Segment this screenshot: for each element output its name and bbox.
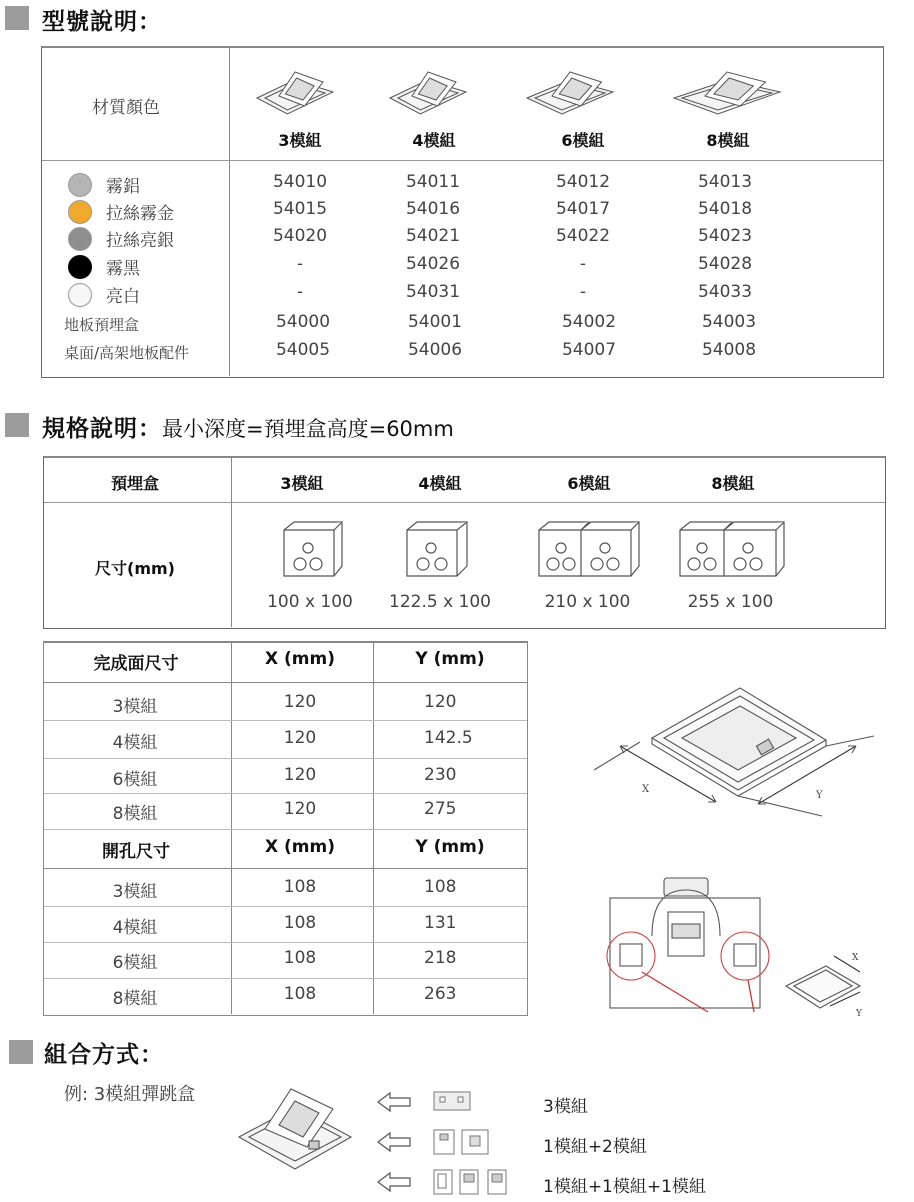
dim-y-value: 120 [424,692,457,712]
spec-section-title [42,410,454,443]
model-code: 54017 [555,199,611,219]
model-code: 54021 [405,226,461,246]
dim-col-divider-1 [231,642,232,1014]
dim-y-value: 275 [424,799,457,819]
embed-box-6-icon [535,518,645,588]
color-name: 拉絲霧金 [106,204,174,224]
spec-subtitle: 最小深度=預埋盒高度=60mm [162,417,454,441]
product-4-icon [388,70,468,120]
model-code: 54020 [272,226,328,246]
model-header-6: 6模組 [561,131,605,150]
model-code: 54008 [701,340,757,360]
dim-row-line [44,682,527,683]
dim-col-divider-2 [373,642,374,1014]
model-code: - [296,282,304,302]
spec-table-header-line [44,502,885,503]
dim-x-value: 108 [283,984,317,1004]
dim-x-value: 120 [283,692,317,712]
model-code: 54016 [405,199,461,219]
section-marker [5,6,29,30]
dim-y-value: 218 [424,948,457,968]
dim-section-label: 完成面尺寸 [93,654,179,674]
dim-row-name: 4模組 [112,918,158,938]
size-8: 255 x 100 [687,592,774,612]
model-table-header-line [42,160,883,161]
dim-row-line [44,720,527,721]
model-header-3: 3模組 [278,131,322,150]
dim-x-value: 120 [283,765,317,785]
swatch-2 [68,200,92,224]
model-code: 54023 [697,226,753,246]
model-code: 54010 [272,172,328,192]
color-name: 霧鋁 [106,177,140,197]
finish-dimension-diagram [590,680,880,820]
dim-section-label: 開孔尺寸 [102,842,170,862]
model-code: - [579,282,587,302]
dim-x-header: X (mm) [265,837,335,857]
spec-header-4: 4模組 [418,474,462,493]
extra-row-name: 桌面/高架地板配件 [64,344,190,362]
model-code: - [579,254,587,274]
spec-header-8: 8模組 [711,474,755,493]
arrow-left-icon [376,1171,412,1193]
dim-row-name: 3模組 [112,882,158,902]
swatch-3 [68,227,92,251]
dim-row-name: 8模組 [112,989,158,1009]
diagram-y-label: Y [816,790,823,801]
dim-row-line [44,829,527,830]
embed-box-3-icon [280,518,350,588]
dim-row-line [44,906,527,907]
dim-row-name: 4模組 [112,733,158,753]
popup-box-3-icon [235,1085,355,1175]
color-header-label: 材質顏色 [92,98,160,118]
diagram-x-label: X [642,784,650,795]
color-name: 拉絲亮銀 [106,231,174,251]
dim-row-name: 3模組 [112,697,158,717]
model-header-8: 8模組 [706,131,750,150]
model-code: 54026 [405,254,461,274]
color-name: 霧黑 [106,259,140,279]
spec-header-6: 6模組 [567,474,611,493]
model-code: 54005 [275,340,331,360]
color-name: 亮白 [106,287,140,307]
spec-title-text: 規格說明： [42,416,162,442]
dim-row-line [44,793,527,794]
spec-header-label: 預埋盒 [110,474,159,493]
model-code: 54018 [697,199,753,219]
model-code: 54033 [697,282,753,302]
swatch-1 [68,173,92,197]
dim-row-name: 6模組 [112,770,158,790]
dim-y-value: 108 [424,877,457,897]
size-3: 100 x 100 [267,592,353,612]
model-code: 54003 [701,312,757,332]
model-section-title: 型號說明： [42,9,162,35]
model-code: 54028 [697,254,753,274]
section-marker [5,413,29,437]
dim-row-line [44,942,527,943]
model-code: 54000 [275,312,331,332]
dim-x-value: 108 [283,877,317,897]
swatch-4 [68,255,92,279]
dim-y-value: 263 [424,984,457,1004]
dim-y-value: 131 [424,913,457,933]
spec-table-divider [231,457,232,627]
module-combo-icon [432,1168,512,1196]
dim-y-header: Y (mm) [415,649,485,669]
combo-example-label: 例: 3模組彈跳盒 [64,1084,196,1105]
cutout-x-label: X [852,953,859,963]
model-code: 54007 [561,340,617,360]
dim-row-line [44,978,527,979]
model-code: 54031 [405,282,461,302]
spec-header-3: 3模組 [280,474,324,493]
product-6-icon [525,70,615,120]
module-combo-icon [432,1088,512,1116]
dim-y-value: 230 [424,765,457,785]
model-code: 54012 [555,172,611,192]
dim-y-value: 142.5 [424,728,473,748]
combo-option-label: 1模組+2模組 [543,1137,647,1157]
size-6: 210 x 100 [544,592,631,612]
model-code: 54002 [561,312,617,332]
product-3-icon [255,70,335,120]
size-row-label: 尺寸(mm) [95,559,175,578]
embed-box-4-icon [403,518,473,588]
dim-row-line [44,758,527,759]
module-combo-icon [432,1128,512,1156]
combo-option-label: 3模組 [543,1097,588,1117]
dim-row-name: 6模組 [112,953,158,973]
dim-x-value: 120 [283,799,317,819]
arrow-left-icon [376,1131,412,1153]
model-table-divider [229,47,230,376]
cutout-y-label: Y [856,1009,862,1019]
embed-box-8-icon [676,518,790,588]
model-header-4: 4模組 [412,131,456,150]
combo-section-title: 組合方式： [44,1042,164,1068]
dim-x-value: 108 [283,948,317,968]
arrow-left-icon [376,1091,412,1113]
model-code: 54006 [407,340,463,360]
model-code: 54013 [697,172,753,192]
combo-option-label: 1模組+1模組+1模組 [543,1177,706,1197]
cutout-diagram [598,876,888,1021]
dim-x-header: X (mm) [265,649,335,669]
size-4: 122.5 x 100 [389,592,491,612]
swatch-5 [68,283,92,307]
model-code: - [296,254,304,274]
dim-x-value: 120 [283,728,317,748]
model-code: 54011 [405,172,461,192]
dim-x-value: 108 [283,913,317,933]
dim-y-header: Y (mm) [415,837,485,857]
model-code: 54015 [272,199,328,219]
product-8-icon [672,70,782,120]
extra-row-name: 地板預埋盒 [64,316,140,334]
dim-row-line [44,868,527,869]
section-marker [9,1040,33,1064]
model-code: 54022 [555,226,611,246]
dim-row-name: 8模組 [112,804,158,824]
model-code: 54001 [407,312,463,332]
